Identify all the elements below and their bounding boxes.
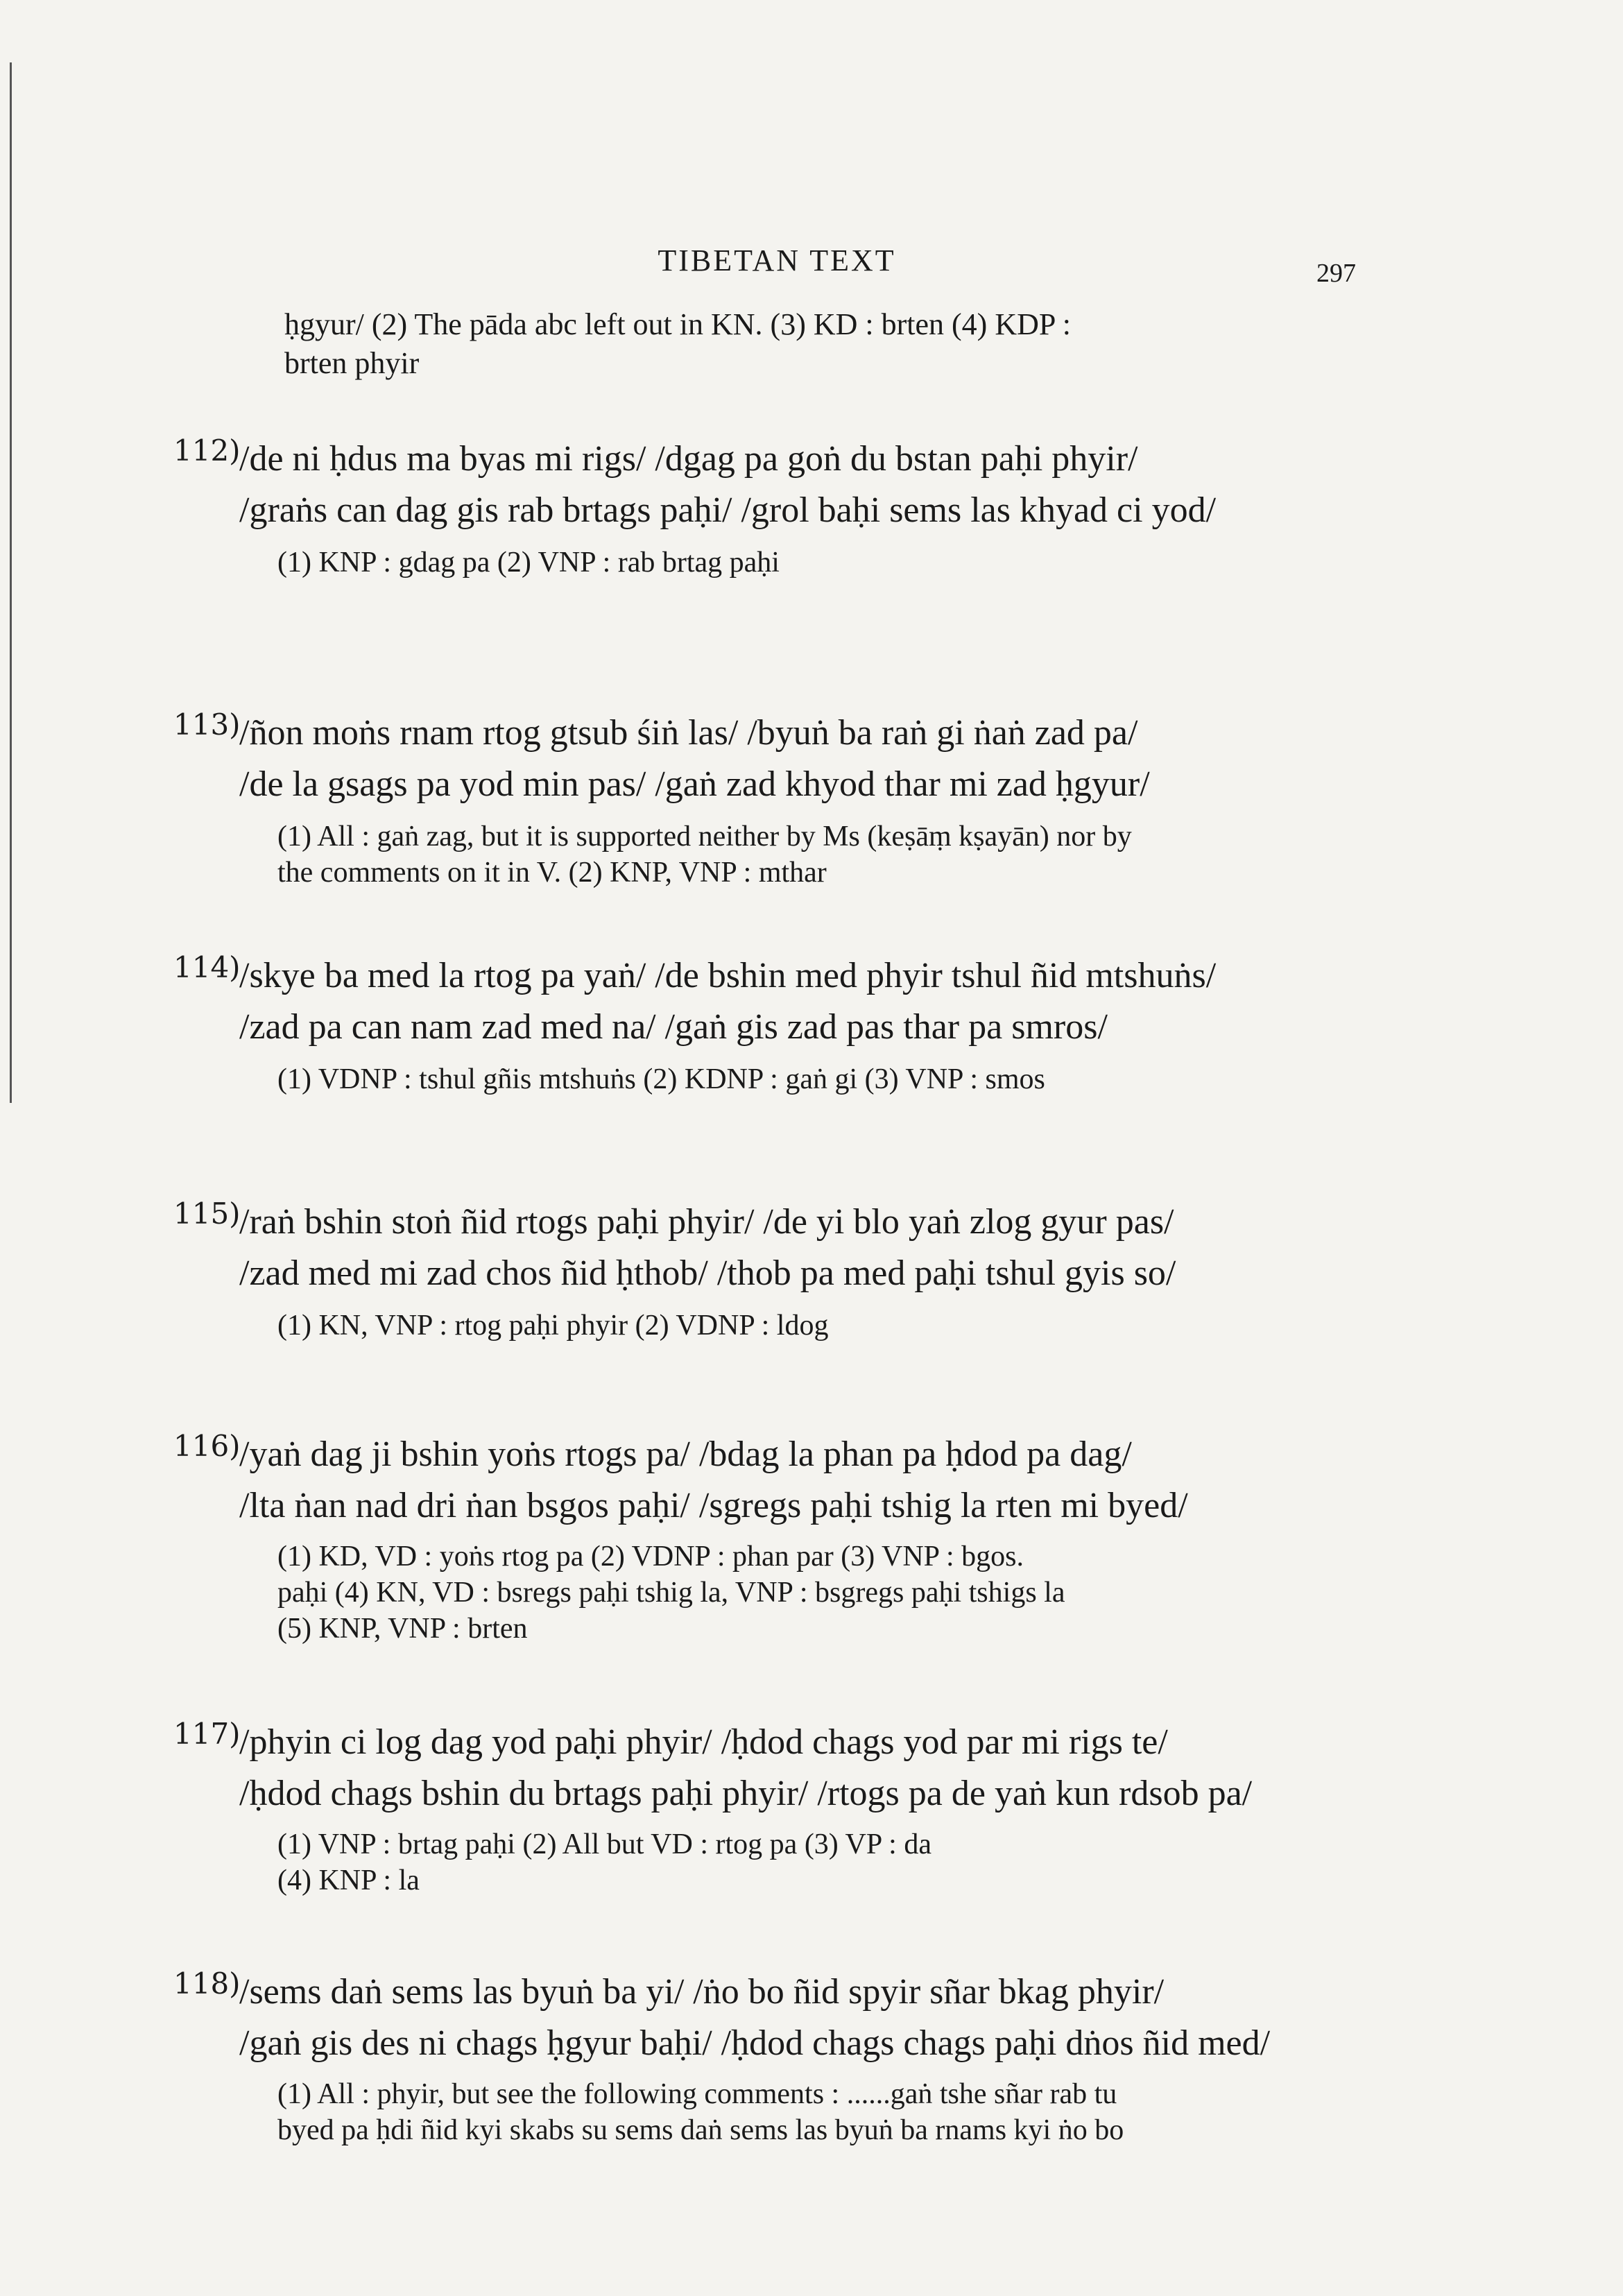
verse-line: /de ni ḥdus ma byas mi rigs/ /dgag pa goṅ du bstan paḥi phyir/ — [239, 439, 1138, 479]
verse-text — [239, 1429, 1188, 1532]
verse-number: 113) — [173, 708, 241, 742]
verse-line: /skye ba med la rtog pa yaṅ/ /de bshin med phyir tshul ñid mtshuṅs/ — [239, 956, 1217, 995]
verse-line: /zad med mi zad chos ñid ḥthob/ /thob pa med paḥi tshul gyis so/ — [239, 1253, 1176, 1293]
verse-line: /graṅs can dag gis rab brtags paḥi/ /grol baḥi sems las khyad ci yod/ — [239, 490, 1217, 530]
variant-notes — [277, 1061, 1045, 1097]
verse-line: /phyin ci log dag yod paḥi phyir/ /ḥdod chags yod par mi rigs te/ — [239, 1722, 1168, 1762]
verse-number: 115) — [173, 1197, 241, 1231]
variant-notes — [277, 1539, 1065, 1647]
running-title: TIBETAN TEXT — [658, 243, 896, 277]
verse-text — [239, 708, 1150, 810]
note-line: (1) All : gaṅ zag, but it is supported neither by Ms (keṣāṃ kṣayān) nor by — [277, 821, 1132, 853]
verse-text — [239, 1967, 1270, 2069]
variant-notes — [277, 1826, 931, 1899]
verse-number: 118) — [173, 1967, 241, 2001]
note-line: (4) KNP : la — [277, 1865, 420, 1896]
verse-line: /lta ṅan nad dri ṅan bsgos paḥi/ /sgregs paḥi tshig la rten mi byed/ — [239, 1486, 1188, 1525]
footnote-line: ḥgyur/ (2) The pāda abc left out in KN. (3) KD : brten (4) KDP : — [284, 307, 1071, 341]
note-line: (1) VNP : brtag paḥi (2) All but VD : rtog pa (3) VP : da — [277, 1828, 931, 1860]
variant-notes — [277, 819, 1132, 891]
page-number: 297 — [1316, 259, 1356, 288]
verse-number: 116) — [173, 1429, 241, 1463]
verse-line: /ñon moṅs rnam rtog gtsub śiṅ las/ /byuṅ ba raṅ gi ṅaṅ zad pa/ — [239, 713, 1138, 753]
verse-text — [239, 950, 1216, 1053]
note-line: (1) KD, VD : yoṅs rtog pa (2) VDNP : phan par (3) VNP : bgos. — [277, 1541, 1024, 1573]
verse-text — [239, 434, 1216, 536]
note-line: (5) KNP, VNP : brten — [277, 1613, 528, 1645]
verse-line: /raṅ bshin stoṅ ñid rtogs paḥi phyir/ /de yi blo yaṅ zlog gyur pas/ — [239, 1202, 1174, 1242]
note-line: byed pa ḥdi ñid kyi skabs su sems daṅ sems las byuṅ ba rnams kyi ṅo bo — [277, 2114, 1124, 2146]
note-line: (1) All : phyir, but see the following comments : ......gaṅ tshe sñar rab tu — [277, 2078, 1117, 2110]
verse-line: /yaṅ dag ji bshin yoṅs rtogs pa/ /bdag la phan pa ḥdod pa dag/ — [239, 1434, 1132, 1474]
verse-line: /sems daṅ sems las byuṅ ba yi/ /ṅo bo ñid spyir sñar bkag phyir/ — [239, 1972, 1165, 2012]
verse-line: /de la gsags pa yod min pas/ /gaṅ zad khyod thar mi zad ḥgyur/ — [239, 764, 1150, 804]
margin-rule — [10, 62, 12, 1103]
verse-line: /ḥdod chags bshin du brtags paḥi phyir/ /rtogs pa de yaṅ kun rdsob pa/ — [239, 1774, 1253, 1813]
verse-text — [239, 1717, 1252, 1819]
verse-number: 112) — [173, 434, 241, 468]
variant-notes — [277, 2076, 1124, 2148]
note-line: paḥi (4) KN, VD : bsregs paḥi tshig la, VNP : bsgregs paḥi tshigs la — [277, 1577, 1065, 1609]
verse-number: 114) — [173, 950, 241, 984]
footnote-line: brten phyir — [284, 346, 420, 380]
variant-notes — [277, 1308, 828, 1344]
verse-line: /zad pa can nam zad med na/ /gaṅ gis zad pas thar pa smros/ — [239, 1007, 1108, 1047]
note-line: (1) KN, VNP : rtog paḥi phyir (2) VDNP : ldog — [277, 1310, 829, 1342]
verse-text — [239, 1197, 1176, 1299]
variant-notes — [277, 545, 780, 581]
note-line: the comments on it in V. (2) KNP, VNP : mthar — [277, 857, 827, 889]
verse-line: /gaṅ gis des ni chags ḥgyur baḥi/ /ḥdod chags chags paḥi dṅos ñid med/ — [239, 2023, 1271, 2063]
note-line: (1) VDNP : tshul gñis mtshuṅs (2) KDNP : gaṅ gi (3) VNP : smos — [277, 1063, 1045, 1095]
verse-number: 117) — [173, 1717, 241, 1751]
note-line: (1) KNP : gdag pa (2) VNP : rab brtag paḥi — [277, 547, 780, 579]
footnote-continuation — [284, 305, 1071, 383]
